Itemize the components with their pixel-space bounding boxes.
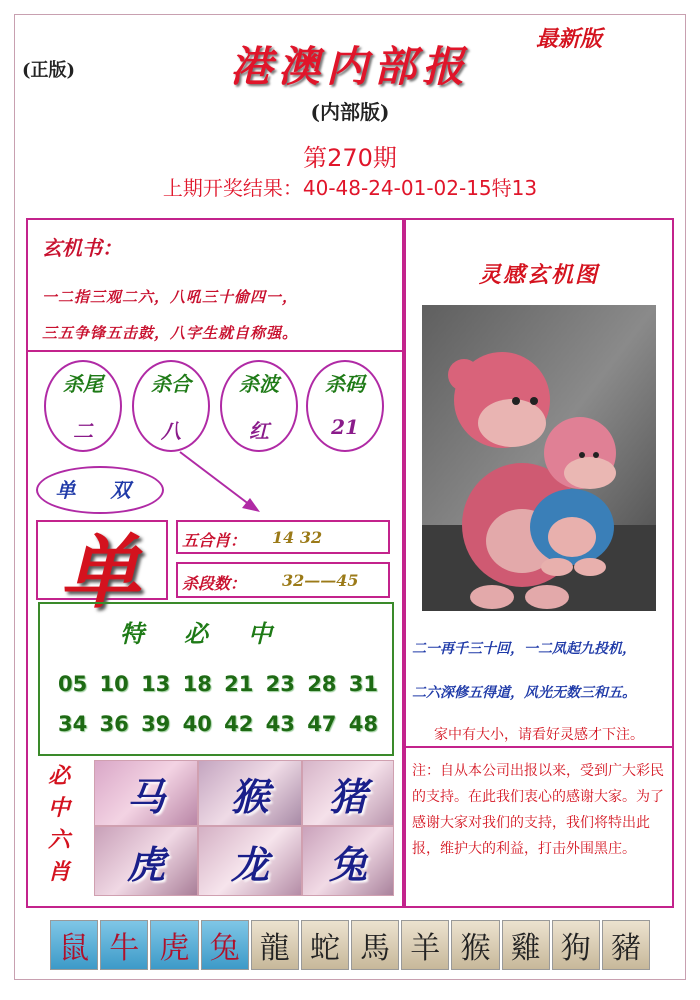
arrow-icon bbox=[176, 448, 266, 518]
five-combo-value: 14 32 bbox=[272, 528, 323, 547]
kill-segment-box bbox=[176, 562, 390, 598]
number-cell: 42 bbox=[224, 712, 254, 736]
number-cell: 31 bbox=[348, 672, 378, 696]
number-cell: 13 bbox=[141, 672, 171, 696]
tip-label: 杀波 bbox=[239, 372, 279, 396]
five-combo-box bbox=[176, 520, 390, 554]
zodiac-tile: 猴 bbox=[198, 760, 302, 826]
tip-label: 杀尾 bbox=[63, 372, 103, 396]
edition-tag-right: 最新版 bbox=[536, 26, 603, 52]
number-cell: 43 bbox=[265, 712, 295, 736]
last-result: 上期开奖结果：40-48-24-01-02-15特13 bbox=[162, 176, 538, 200]
page-title: 港澳内部报 bbox=[229, 42, 470, 91]
number-cell: 28 bbox=[307, 672, 337, 696]
zodiac-rabbit: 兔 bbox=[201, 920, 249, 970]
zodiac-goat: 羊 bbox=[401, 920, 449, 970]
edition-tag-left: (正版) bbox=[22, 60, 76, 81]
zodiac-tile: 猪 bbox=[302, 760, 394, 826]
number-row-2 bbox=[58, 712, 378, 736]
zodiac-dog: 狗 bbox=[552, 920, 600, 970]
home-note: 家中有大小，请看好灵感才下注。 bbox=[434, 727, 644, 743]
number-cell: 36 bbox=[99, 712, 129, 736]
kill-segment-label: 杀段数： bbox=[182, 574, 247, 593]
section-divider bbox=[28, 350, 402, 352]
zodiac-rooster: 雞 bbox=[502, 920, 550, 970]
label-char: 六 bbox=[47, 827, 70, 853]
section-divider bbox=[406, 746, 672, 748]
number-cell: 10 bbox=[99, 672, 129, 696]
issue-number: 第270期 bbox=[303, 144, 397, 172]
kill-segment-value: 32——45 bbox=[282, 571, 359, 590]
zodiac-rat: 鼠 bbox=[50, 920, 98, 970]
odd-big-char: 单 bbox=[60, 525, 140, 619]
zodiac-bar bbox=[50, 920, 650, 970]
tip-label: 杀合 bbox=[151, 372, 191, 396]
inspiration-image bbox=[422, 305, 656, 611]
zodiac-monkey: 猴 bbox=[451, 920, 499, 970]
number-cell: 40 bbox=[182, 712, 212, 736]
zodiac-tile: 龙 bbox=[198, 826, 302, 896]
zodiac-horse: 馬 bbox=[351, 920, 399, 970]
tip-value: 二 bbox=[73, 419, 93, 443]
tip-value: 八 bbox=[161, 419, 181, 443]
tip-value: 红 bbox=[249, 419, 269, 443]
number-cell: 47 bbox=[307, 712, 337, 736]
odd-even-label: 单 双 bbox=[36, 466, 164, 514]
six-zodiac-label bbox=[44, 760, 74, 888]
notice-text: 注：自从本公司出报以来，受到广大彩民的支持。在此我们衷心的感谢大家。为了感谢大家对我们的支持，我们将特出此报，维护大的利益，打击外围黑庄。 bbox=[412, 763, 664, 857]
five-combo-label: 五合肖： bbox=[182, 531, 247, 550]
zodiac-dragon: 龍 bbox=[251, 920, 299, 970]
number-cell: 48 bbox=[348, 712, 378, 736]
label-char: 中 bbox=[47, 795, 70, 821]
special-title: 特必中 bbox=[120, 619, 312, 648]
tip-kill-combo bbox=[132, 360, 210, 452]
monkey-plush-image bbox=[422, 305, 656, 611]
zodiac-snake: 蛇 bbox=[301, 920, 349, 970]
tip-kill-wave bbox=[220, 360, 298, 452]
verse-line-2: 二六深修五得道，风光无数三和五。 bbox=[412, 685, 636, 701]
label-char: 必 bbox=[47, 763, 70, 789]
zodiac-pig: 豬 bbox=[602, 920, 650, 970]
zodiac-tile: 马 bbox=[94, 760, 198, 826]
verse-line-1: 二一再千三十回，一二凤起九投机， bbox=[412, 641, 636, 657]
label-char: 肖 bbox=[47, 859, 70, 885]
number-row-1 bbox=[58, 672, 378, 696]
number-cell: 05 bbox=[58, 672, 88, 696]
zodiac-tile: 虎 bbox=[94, 826, 198, 896]
number-cell: 23 bbox=[265, 672, 295, 696]
zodiac-tiger: 虎 bbox=[150, 920, 198, 970]
tip-value: 21 bbox=[331, 415, 359, 439]
page-subtitle: (内部版) bbox=[310, 100, 390, 124]
number-cell: 18 bbox=[182, 672, 212, 696]
xuanji-title: 玄机书： bbox=[42, 236, 122, 260]
inspiration-title: 灵感玄机图 bbox=[478, 262, 599, 288]
xuanji-line-2: 三五争锋五击鼓，八字生就自称强。 bbox=[42, 324, 299, 342]
number-cell: 21 bbox=[224, 672, 254, 696]
number-cell: 34 bbox=[58, 712, 88, 736]
zodiac-ox: 牛 bbox=[100, 920, 148, 970]
xuanji-line-1: 一二指三观二六，八吼三十偷四一， bbox=[42, 288, 299, 306]
tip-label: 杀码 bbox=[325, 372, 365, 396]
number-cell: 39 bbox=[141, 712, 171, 736]
tip-kill-tail bbox=[44, 360, 122, 452]
tip-kill-number bbox=[306, 360, 384, 452]
zodiac-tile: 兔 bbox=[302, 826, 394, 896]
